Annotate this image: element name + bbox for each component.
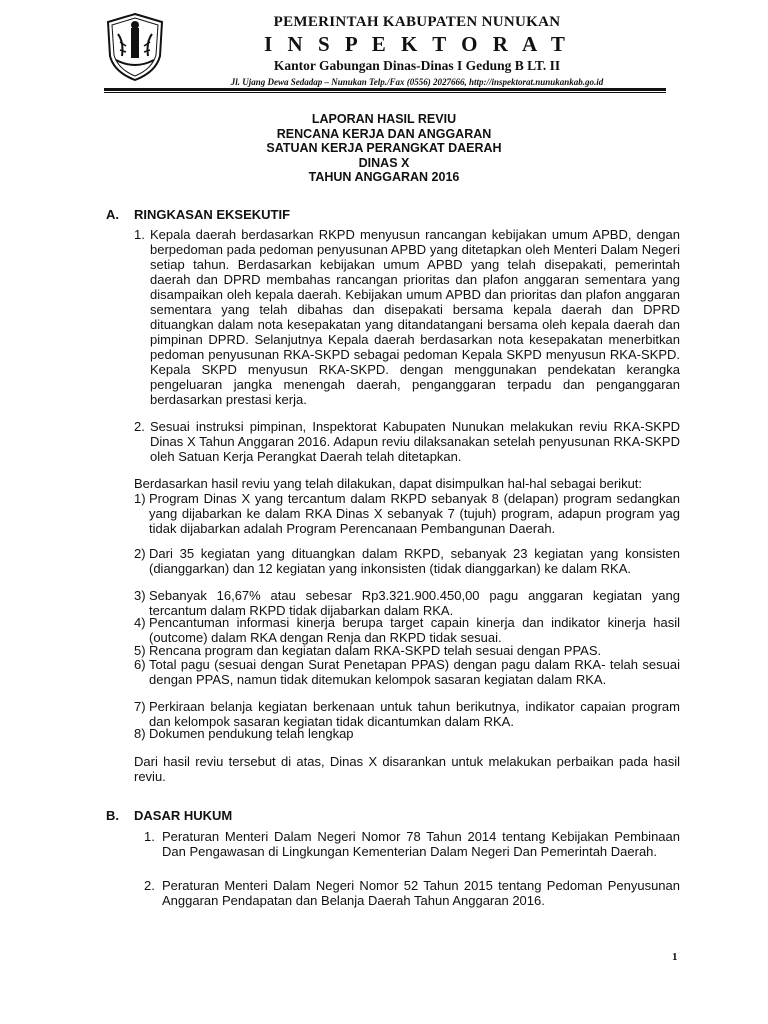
list-item-text: Kepala daerah berdasarkan RKPD menyusun rancangan kebijakan umum APBD, dengan berpedoman pada pedoman penyusunan APBD yang ditetapkan oleh Menteri Dalam Negeri setiap tahun. Berdasarkan kebijakan umum APBD yang telah disepakati, pemerintah daerah dan DPRD membahas rancangan prioritas dan plafon anggaran sementara yang disampaikan oleh kepala daerah. Kebijakan umum APBD dan prioritas dan plafon anggaran sementara yang telah dibahas dan disepakati bersama kepala daerah dan DPRD dituangkan dalam nota kesepakatan yang ditandatangani bersama oleh kepala daerah dan pimpinan DPRD. Selanjutnya Kepala daerah berdasarkan nota kesepakatan menerbitkan pedoman penyusunan RKA-SKPD sebagai pedoman Kepala SKPD menyusun RKA-SKPD. Kepala SKPD menyusun RKA-SKPD. dengan menggunakan pendekatan kerangka pengeluaran jangka menengah daerah, penganggaran terpadu dan penganggaran berdasarkan prestasi kerja. [150, 227, 680, 407]
finding-text: Perkiraan belanja kegiatan berkenaan untuk tahun berikutnya, indikator capaian program dan kelompok sasaran kegiatan tidak dicantumkan dalam RKA. [149, 699, 680, 729]
list-item-number: 1. [144, 829, 155, 844]
finding-text: Sebanyak 16,67% atau sebesar Rp3.321.900.450,00 pagu anggaran kegiatan yang tercantum dalam RKPD tidak dijabarkan dalam RKA. [149, 588, 680, 618]
report-title-line: SATUAN KERJA PERANGKAT DAERAH [266, 141, 502, 156]
finding-text: Program Dinas X yang tercantum dalam RKPD sebanyak 8 (delapan) program sedangkan yang dijabarkan ke dalam RKA Dinas X sebanyak 7 (tujuh) program, adapun program yag tidak dijabarkan adalah Program Perencanaan Pembangunan Daerah. [149, 491, 680, 536]
list-item-text: Peraturan Menteri Dalam Negeri Nomor 78 Tahun 2014 tentang Kebijakan Pembinaan Dan Pengawasan di Lingkungan Kementerian Dalam Negeri Dan Pemerintah Daerah. [162, 829, 680, 859]
finding-number: 4) [134, 615, 146, 630]
report-title-line: DINAS X [358, 155, 410, 170]
government-name: PEMERINTAH KABUPATEN NUNUKAN [273, 14, 561, 30]
finding-number: 8) [134, 726, 146, 741]
list-item-number: 2. [134, 419, 145, 434]
finding-number: 1) [134, 491, 146, 506]
finding-text: Total pagu (sesuai dengan Surat Penetapan PPAS) dengan pagu dalam RKA- telah sesuai dengan PPAS, namun tidak ditemukan kelompok sasaran kegiatan dalam RKA. [149, 657, 680, 687]
institution-name: I N S P E K T O R A T [264, 32, 570, 56]
regency-coat-of-arms-icon [104, 12, 166, 82]
finding-text: Dari 35 kegiatan yang dituangkan dalam RKPD, sebanyak 23 kegiatan yang konsisten (dianggarkan) dan 12 kegiatan yang inkonsisten (tidak dianggarkan) ke dalam RKA. [149, 546, 680, 576]
finding-number: 5) [134, 643, 146, 658]
report-title-line: TAHUN ANGGARAN 2016 [308, 170, 460, 185]
office-location: Kantor Gabungan Dinas-Dinas I Gedung B LT. II [273, 58, 561, 73]
section-letter: B. [106, 808, 119, 823]
list-item [134, 227, 680, 411]
section-title: DASAR HUKUM [134, 808, 233, 823]
review-conclusion: Dari hasil reviu tersebut di atas, Dinas X disarankan untuk melakukan perbaikan pada hasil reviu. [134, 754, 680, 784]
letterhead-rule-thin [104, 92, 666, 93]
office-address: Jl. Ujang Dewa Sedadap – Nunukan Telp./Fax (0556) 2027666, http://inspektorat.nunukankab.go.id [230, 77, 604, 87]
finding-number: 2) [134, 546, 146, 561]
list-item [134, 419, 680, 467]
finding-number: 3) [134, 588, 146, 603]
report-title [134, 112, 634, 185]
finding-text: Dokumen pendukung telah lengkap [149, 726, 354, 741]
finding-number: 7) [134, 699, 146, 714]
list-item-number: 1. [134, 227, 145, 242]
letterhead [104, 10, 666, 86]
section-letter: A. [106, 207, 119, 222]
findings-intro: Berdasarkan hasil reviu yang telah dilakukan, dapat disimpulkan hal-hal sebagai berikut: [134, 476, 643, 491]
section-title: RINGKASAN EKSEKUTIF [134, 207, 291, 222]
page-number: 1 [672, 951, 678, 963]
letterhead-rule-thick [104, 88, 666, 91]
report-title-line: RENCANA KERJA DAN ANGGARAN [276, 126, 492, 141]
finding-number: 6) [134, 657, 146, 672]
list-item-text: Sesuai instruksi pimpinan, Inspektorat Kabupaten Nunukan melakukan reviu RKA-SKPD Dinas X Tahun Anggaran 2016. Adapun reviu dilaksanakan setelah penyusunan RKA-SKPD oleh Satuan Kerja Perangkat Daerah telah ditetapkan. [150, 419, 680, 464]
finding-text: Rencana program dan kegiatan dalam RKA-SKPD telah sesuai dengan PPAS. [149, 643, 602, 658]
list-item-text: Peraturan Menteri Dalam Negeri Nomor 52 Tahun 2015 tentang Pedoman Penyusunan Anggaran Pendapatan dan Belanja Daerah Tahun Anggaran 2016. [162, 878, 680, 908]
finding-text: Pencantuman informasi kinerja berupa target capain kinerja dan indikator kinerja hasil (outcome) dalam RKA dengan Renja dan RKPD tidak sesuai. [149, 615, 680, 645]
report-title-line: LAPORAN HASIL REVIU [311, 112, 457, 126]
list-item-number: 2. [144, 878, 155, 893]
